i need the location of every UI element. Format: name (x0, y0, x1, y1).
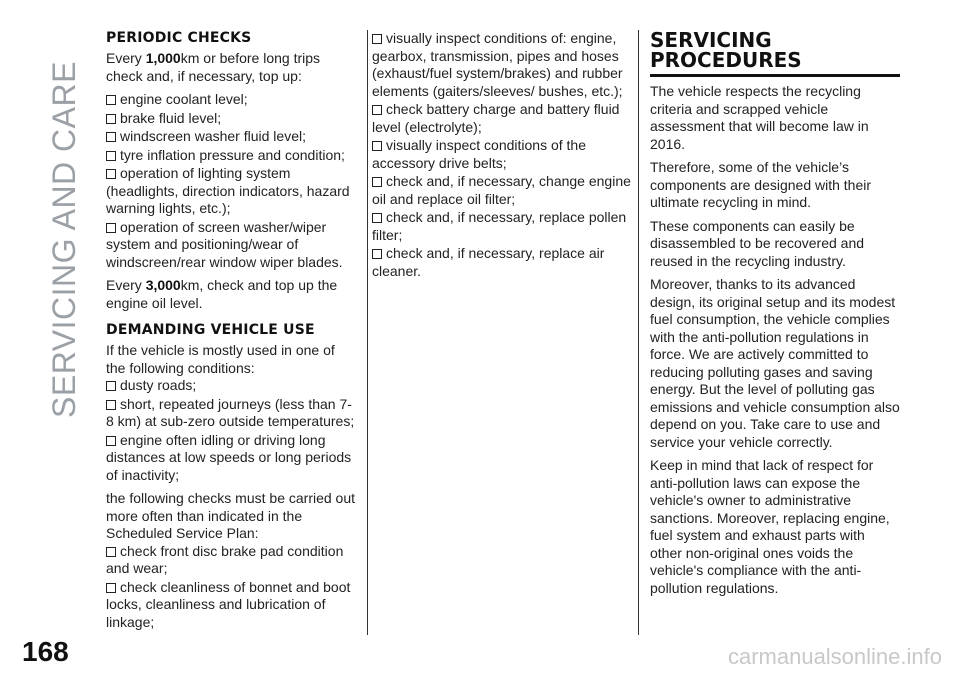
every-1000-paragraph (106, 50, 358, 85)
list-item-text: check battery charge and battery fluid level (electrolyte); (372, 101, 620, 135)
checkbox-bullet-icon (372, 249, 382, 259)
list-item (372, 245, 632, 280)
checkbox-bullet-icon (106, 436, 116, 446)
periodic-checks-heading: PERIODIC CHECKS (106, 30, 252, 46)
checks-list (106, 543, 358, 632)
list-item-text: engine often idling or driving long distances at low speeds or long periods of inactivity; (106, 431, 352, 483)
column-right (650, 30, 900, 603)
list-item (106, 128, 358, 146)
list-item-text: tyre inflation pressure and condition; (120, 146, 345, 163)
list-item-text: operation of screen washer/wiper system and positioning/wear of windscreen/rear window wiper blades. (106, 218, 343, 270)
list-item (106, 219, 358, 272)
paragraph: These components can easily be disassembled to be recovered and reused in the recycling industry. (650, 217, 865, 269)
conditions-list (106, 377, 358, 484)
list-item-text: operation of lighting system (headlights, direction indicators, hazard warning lights, etc.); (106, 165, 350, 216)
checkbox-bullet-icon (106, 547, 116, 557)
paragraph: Moreover, thanks to its advanced design, its original setup and its modest fuel consumption, the vehicle complies with the anti-pollution regulations in force. We are actively committed to reducing polluting gases and saving energy. But the level of polluting gas emissions and vehicle consumption also depend on you. Take care to use and service your vehicle correctly. (650, 276, 900, 450)
list-item (106, 147, 358, 165)
list-item (106, 91, 358, 109)
list-item (106, 165, 358, 218)
servicing-procedures-heading: SERVICING PROCEDURES (650, 30, 900, 77)
watermark: carmanualsonline.info (727, 644, 942, 669)
list-item (106, 110, 358, 128)
demanding-use-heading: DEMANDING VEHICLE USE (106, 322, 315, 338)
distance-3000: 3,000 (145, 277, 181, 293)
every-3000-paragraph (106, 277, 358, 312)
list-item-text: check cleanliness of bonnet and boot locks, cleanliness and lubrication of linkage; (106, 578, 351, 630)
list-item-text: visually inspect conditions of the accessory drive belts; (372, 137, 586, 171)
checkbox-bullet-icon (106, 381, 116, 391)
every-3000-text: km, check and top up the engine oil level. (106, 277, 338, 311)
list-item (106, 543, 358, 578)
column-divider (638, 30, 639, 635)
list-item-text: dusty roads; (120, 377, 197, 393)
checkbox-bullet-icon (106, 132, 116, 142)
checkbox-bullet-icon (106, 223, 116, 233)
every-label: Every (106, 50, 142, 66)
page-number: 168 (22, 636, 69, 667)
list-item-text: short, repeated journeys (less than 7-8 km) at sub-zero outside temperatures; (106, 395, 355, 429)
paragraph: Therefore, some of the vehicle’s components are designed with their ultimate recycling in mind. (650, 159, 872, 210)
checks-intro: the following checks must be carried out more often than indicated in the Scheduled Service Plan: (106, 490, 356, 541)
list-item (372, 173, 632, 208)
list-item (106, 579, 358, 632)
list-item-text: check and, if necessary, replace air cleaner. (372, 245, 605, 279)
list-item-text: visually inspect conditions of: engine, gearbox, transmission, pipes and hoses (exhaust/fuel system/brakes) and rubber elements (gaiters/sleeves/ bushes, etc.); (372, 30, 623, 99)
checkbox-bullet-icon (106, 114, 116, 124)
list-item (372, 209, 632, 244)
every-1000-text: km or before long trips check and, if necessary, top up: (106, 50, 321, 84)
checkbox-bullet-icon (372, 34, 382, 44)
list-item (106, 377, 358, 395)
list-item-text: check front disc brake pad condition and wear; (106, 542, 344, 576)
every-label: Every (106, 277, 142, 293)
checkbox-bullet-icon (106, 400, 116, 410)
checkbox-bullet-icon (106, 151, 116, 161)
demanding-intro: If the vehicle is mostly used in one of the following conditions: (106, 342, 335, 376)
section-side-title-text: SERVICING AND CARE (45, 60, 82, 418)
list-item (106, 396, 358, 431)
distance-1000: 1,000 (145, 50, 181, 66)
checkbox-bullet-icon (106, 583, 116, 593)
column-middle (372, 30, 632, 286)
column-left (106, 30, 358, 637)
checkbox-bullet-icon (372, 141, 382, 151)
paragraph: The vehicle respects the recycling criteria and scrapped vehicle assessment that will become law in 2016. (650, 83, 869, 152)
list-item-text: check and, if necessary, replace pollen filter; (372, 209, 627, 243)
checkbox-bullet-icon (372, 177, 382, 187)
checkbox-bullet-icon (372, 105, 382, 115)
list-item (372, 30, 632, 100)
checkbox-bullet-icon (106, 95, 116, 105)
paragraph: Keep in mind that lack of respect for anti-pollution laws can expose the vehicle's owner to administrative sanctions. Moreover, replacing engine, fuel system and exhaust parts with other non-original ones voids the vehicle's compliance with the anti-pollution regulations. (650, 457, 890, 596)
list-item (372, 137, 632, 172)
checkbox-bullet-icon (106, 169, 116, 179)
list-item-text: engine coolant level; (120, 91, 248, 107)
checkbox-bullet-icon (372, 213, 382, 223)
list-item (106, 432, 358, 485)
list-item-text: brake fluid level; (120, 109, 222, 126)
list-item-text: windscreen washer fluid level; (120, 128, 306, 144)
periodic-checks-list (106, 91, 358, 271)
checks-list-continued (372, 30, 632, 280)
column-divider (367, 30, 368, 635)
list-item (372, 101, 632, 136)
section-side-title (24, 24, 104, 454)
list-item-text: check and, if necessary, change engine oil and replace oil filter; (372, 173, 631, 207)
